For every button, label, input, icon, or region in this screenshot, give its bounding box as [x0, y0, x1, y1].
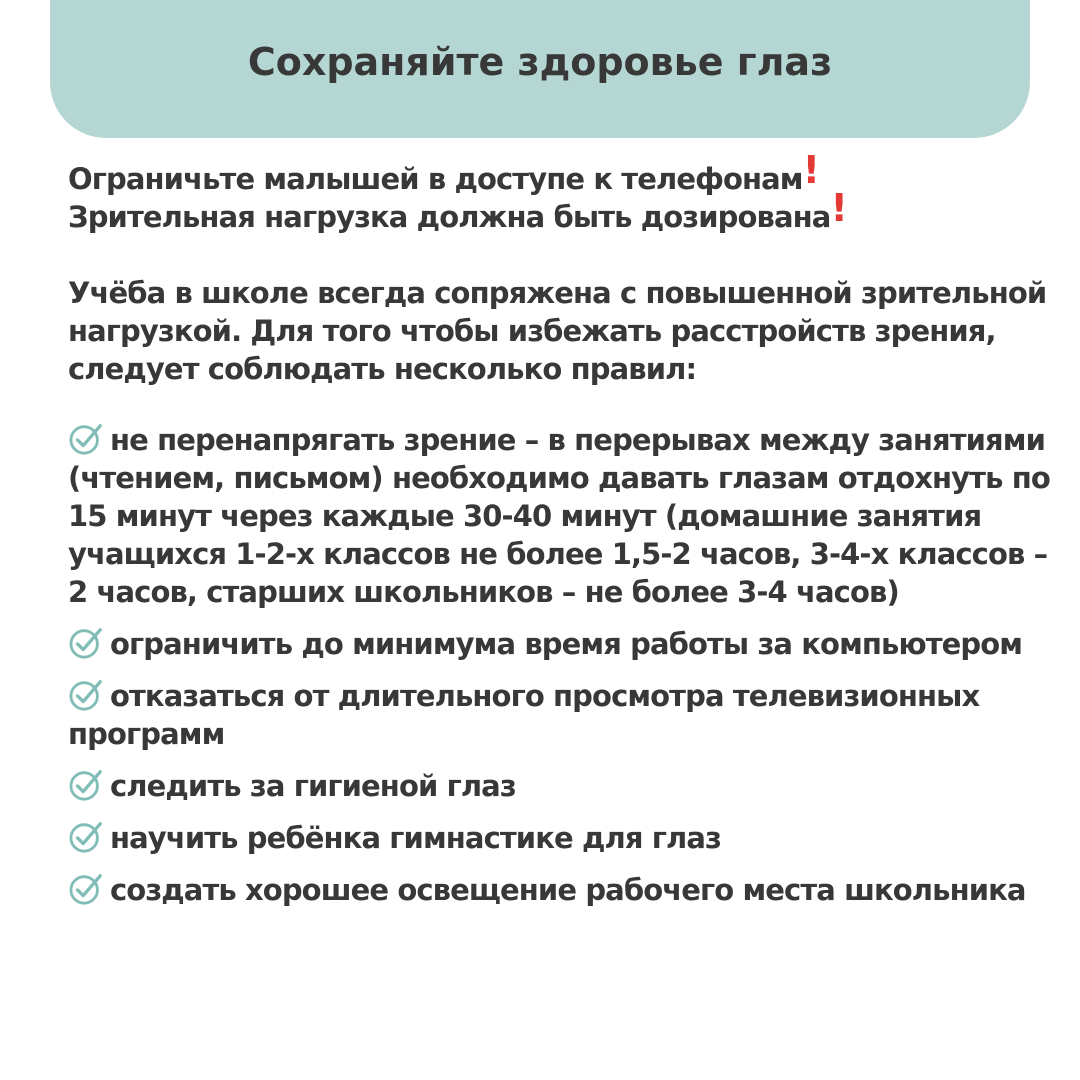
intro	[68, 148, 1058, 236]
intro-paragraph: Учёба в школе всегда сопряжена с повышенной зрительной нагрузкой. Для того чтобы избежать расстройств зрения, следует соблюдать несколько правил:	[68, 276, 1047, 386]
intro-line-1: Ограничьте малышей в доступе к телефонам	[68, 162, 803, 196]
exclamation-icon: !	[830, 186, 847, 230]
header-banner	[50, 0, 1030, 138]
check-circle-icon	[68, 678, 106, 712]
intro-line-2: Зрительная нагрузка должна быть дозирована	[68, 200, 831, 234]
check-circle-icon	[68, 872, 106, 906]
list-item	[68, 421, 1058, 611]
list-item	[68, 767, 1058, 805]
check-circle-icon	[68, 768, 106, 802]
list-item-text: следить за гигиеной глаз	[110, 769, 516, 803]
list-item	[68, 871, 1058, 909]
list-item-text: создать хорошее освещение рабочего места школьника	[110, 873, 1026, 907]
check-circle-icon	[68, 820, 106, 854]
list-item-text: отказаться от длительного просмотра телевизионных программ	[68, 679, 980, 751]
page-title: Сохраняйте здоровье глаз	[247, 40, 833, 84]
list-item	[68, 677, 1058, 753]
list-item-text: ограничить до минимума время работы за компьютером	[110, 627, 1023, 661]
rules-list	[68, 421, 1058, 909]
list-item-text: научить ребёнка гимнастике для глаз	[110, 821, 721, 855]
list-item-text: не перенапрягать зрение – в перерывах между занятиями (чтением, письмом) необходимо давать глазам отдохнуть по 15 минут через каждые 30-40 минут (домашние занятия учащихся 1-2-х классов не более 1,5-2 часов, 3-4-х классов – 2 часов, старших школьников – не более 3-4 часов)	[68, 423, 1050, 609]
list-item	[68, 625, 1058, 663]
check-circle-icon	[68, 626, 106, 660]
list-item	[68, 819, 1058, 857]
check-circle-icon	[68, 422, 106, 456]
content	[68, 148, 1058, 923]
exclamation-icon: !	[802, 148, 820, 192]
